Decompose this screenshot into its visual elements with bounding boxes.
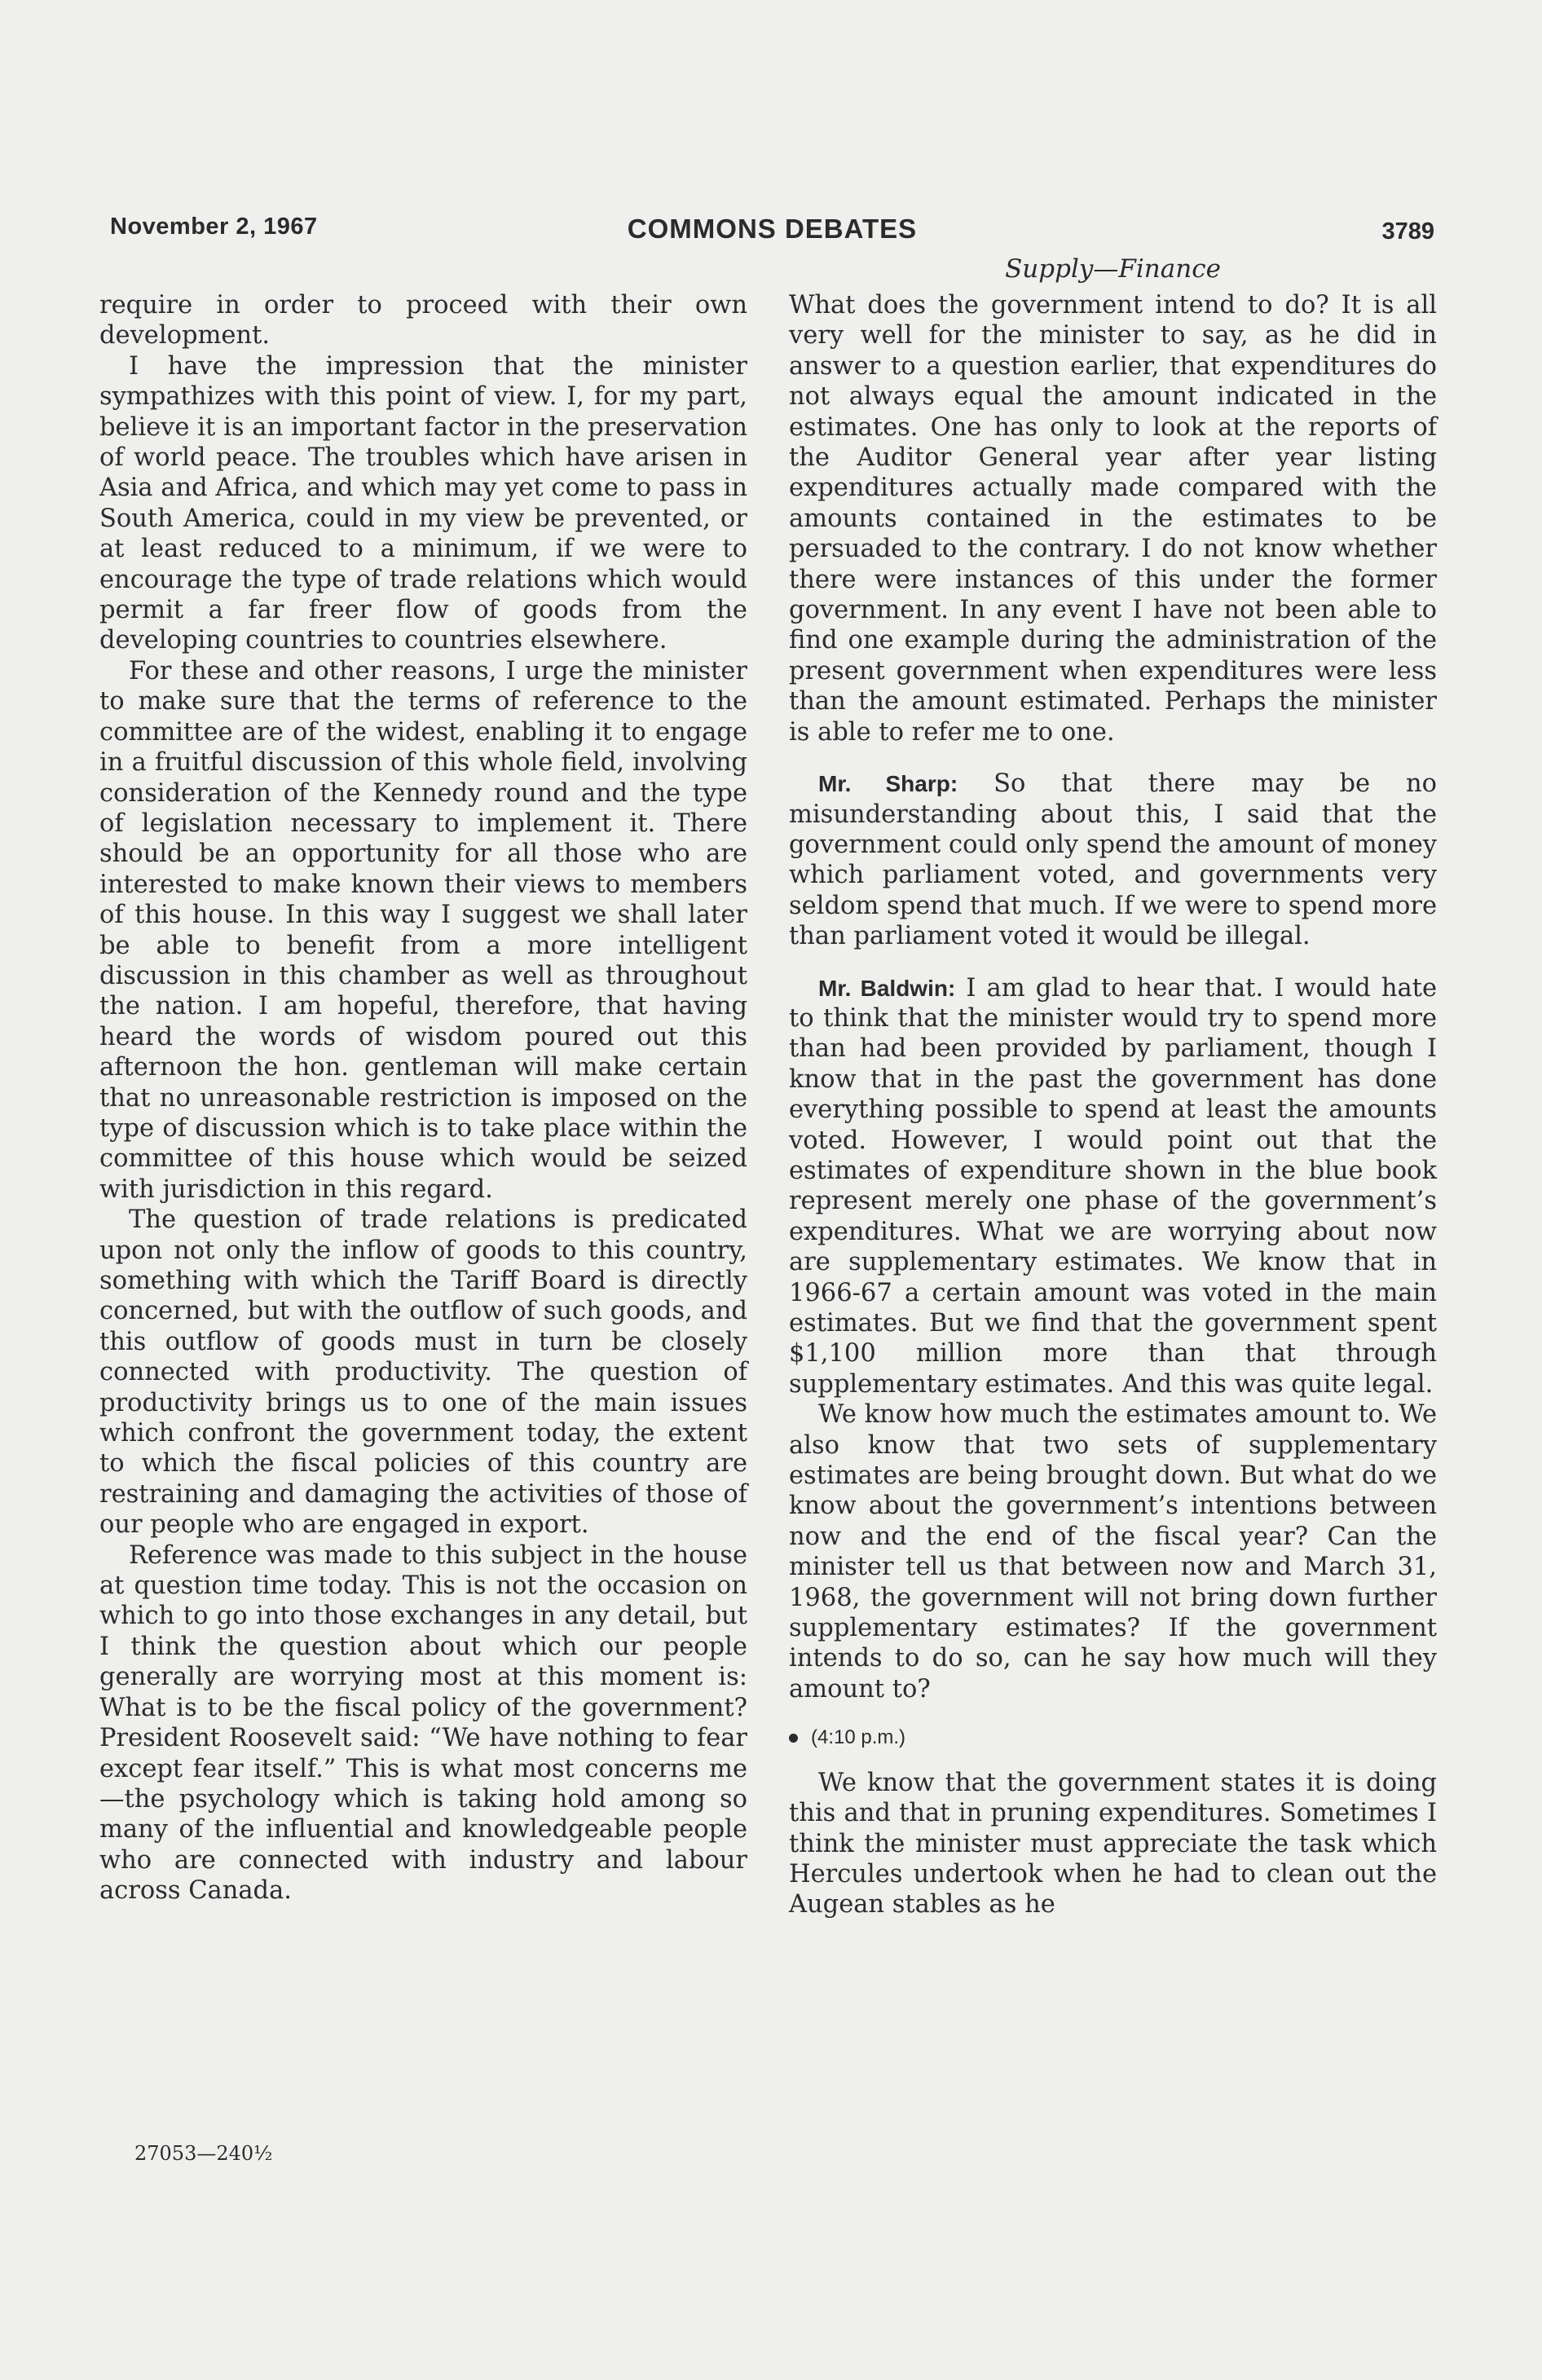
section-subhead: Supply—Finance	[1005, 254, 1221, 284]
paragraph: What does the government intend to do? It is all very well for the minister to say, as he did in answer to a question earlier, that expenditures do not always equal the amount indicated in the estimates. One has only to look at the reports of the Auditor General year after year listing expenditures actually made compared with the amounts contained in the estimates to be persuaded to the contrary. I do not know whether there were instances of this under the former government. In any event I have not been able to find one example during the administration of the present government when expenditures were less than the amount estimated. Perhaps the minister is able to refer me to one.	[789, 291, 1437, 747]
paragraph: The question of trade relations is predicated upon not only the inflow of goods to this country, something with which the Tariff Board is directly concerned, but with the outflow of such goods, and this outflow of goods must in turn be closely connected with productivity. The question of productivity brings us to one of the main issues which confront the government today, the extent to which the fiscal policies of this country are restraining and damaging the activities of those of our people who are engaged in export.	[99, 1205, 747, 1540]
speech-text: I am glad to hear that. I would hate to think that the minister would try to spend more than had been provided by parliament, though I know that in the past the government has done everything possible to spend at least the amounts voted. However, I would point out that the estimates of expenditure shown in the blue book represent merely one phase of the government’s expenditures. What we are worrying about now are supplementary estimates. We know that in 1966-67 a certain amount was voted in the main estimates. But we find that the government spent $1,100 million more than that through supplementary estimates. And this was quite legal.	[789, 973, 1437, 1399]
paragraph: Reference was made to this subject in the house at question time today. This is not the occasion on which to go into those exchanges in any detail, but I think the question about which our people generally are worrying most at this moment is: What is to be the fiscal policy of the government? President Roosevelt said: “We have nothing to fear except fear itself.” This is what most concerns me—the psychology which is taking hold among so many of the influential and knowledgeable people who are connected with industry and labour across Canada.	[99, 1540, 747, 1906]
right-column	[789, 290, 1437, 1920]
header-title: COMMONS DEBATES	[627, 214, 918, 244]
paragraph: require in order to proceed with their own development.	[99, 291, 747, 350]
speech-baldwin	[789, 973, 1437, 1400]
bullet-icon	[789, 1734, 798, 1743]
page-number: 3789	[1381, 218, 1434, 245]
paragraph: We know that the government states it is doing this and that in pruning expenditures. Sometimes I think the minister must appreciate the task which Hercules undertook when he had to clean out the Augean stables as he	[789, 1768, 1437, 1919]
speech-text: So that there may be no misunderstanding about this, I said that the government could only spend the amount of money which parliament voted, and governments very seldom spend that much. If we were to spend more than parliament voted it would be illegal.	[789, 769, 1437, 951]
paragraph: I have the impression that the minister sympathizes with this point of view. I, for my part, believe it is an important factor in the preservation of world peace. The troubles which have arisen in Asia and Africa, and which may yet come to pass in South America, could in my view be prevented, or at least reduced to a minimum, if we were to encourage the type of trade relations which would permit a far freer flow of goods from the developing countries to countries elsewhere.	[99, 351, 747, 655]
paragraph: For these and other reasons, I urge the minister to make sure that the terms of reference to the committee are of the widest, enabling it to engage in a fruitful discussion of this whole field, involving consideration of the Kennedy round and the type of legislation necessary to implement it. There should be an opportunity for all those who are interested to make known their views to members of this house. In this way I suggest we shall later be able to benefit from a more intelligent discussion in this chamber as well as throughout the nation. I am hopeful, therefore, that having heard the words of wisdom poured out this afternoon the hon. gentleman will make certain that no unreasonable restriction is imposed on the type of discussion which is to take place within the committee of this house which would be seized with jurisdiction in this regard.	[99, 656, 747, 1204]
left-column	[99, 290, 747, 1906]
header-date: November 2, 1967	[110, 214, 318, 240]
timestamp-text: (4:10 p.m.)	[811, 1726, 906, 1749]
paragraph: We know how much the estimates amount to. We also know that two sets of supplementary estimates are being brought down. But what do we know about the government’s intentions between now and the end of the fiscal year? Can the minister tell us that between now and March 31, 1968, the government will not bring down further supplementary estimates? If the government intends to do so, can he say how much will they amount to?	[789, 1400, 1437, 1703]
page-header	[110, 214, 1434, 249]
timestamp	[789, 1722, 1437, 1752]
speech-sharp	[789, 769, 1437, 951]
speaker-name: Mr. Sharp:	[818, 771, 958, 797]
speaker-name: Mr. Baldwin:	[818, 975, 956, 1001]
footer-printer-code: 27053—240½	[134, 2142, 273, 2165]
